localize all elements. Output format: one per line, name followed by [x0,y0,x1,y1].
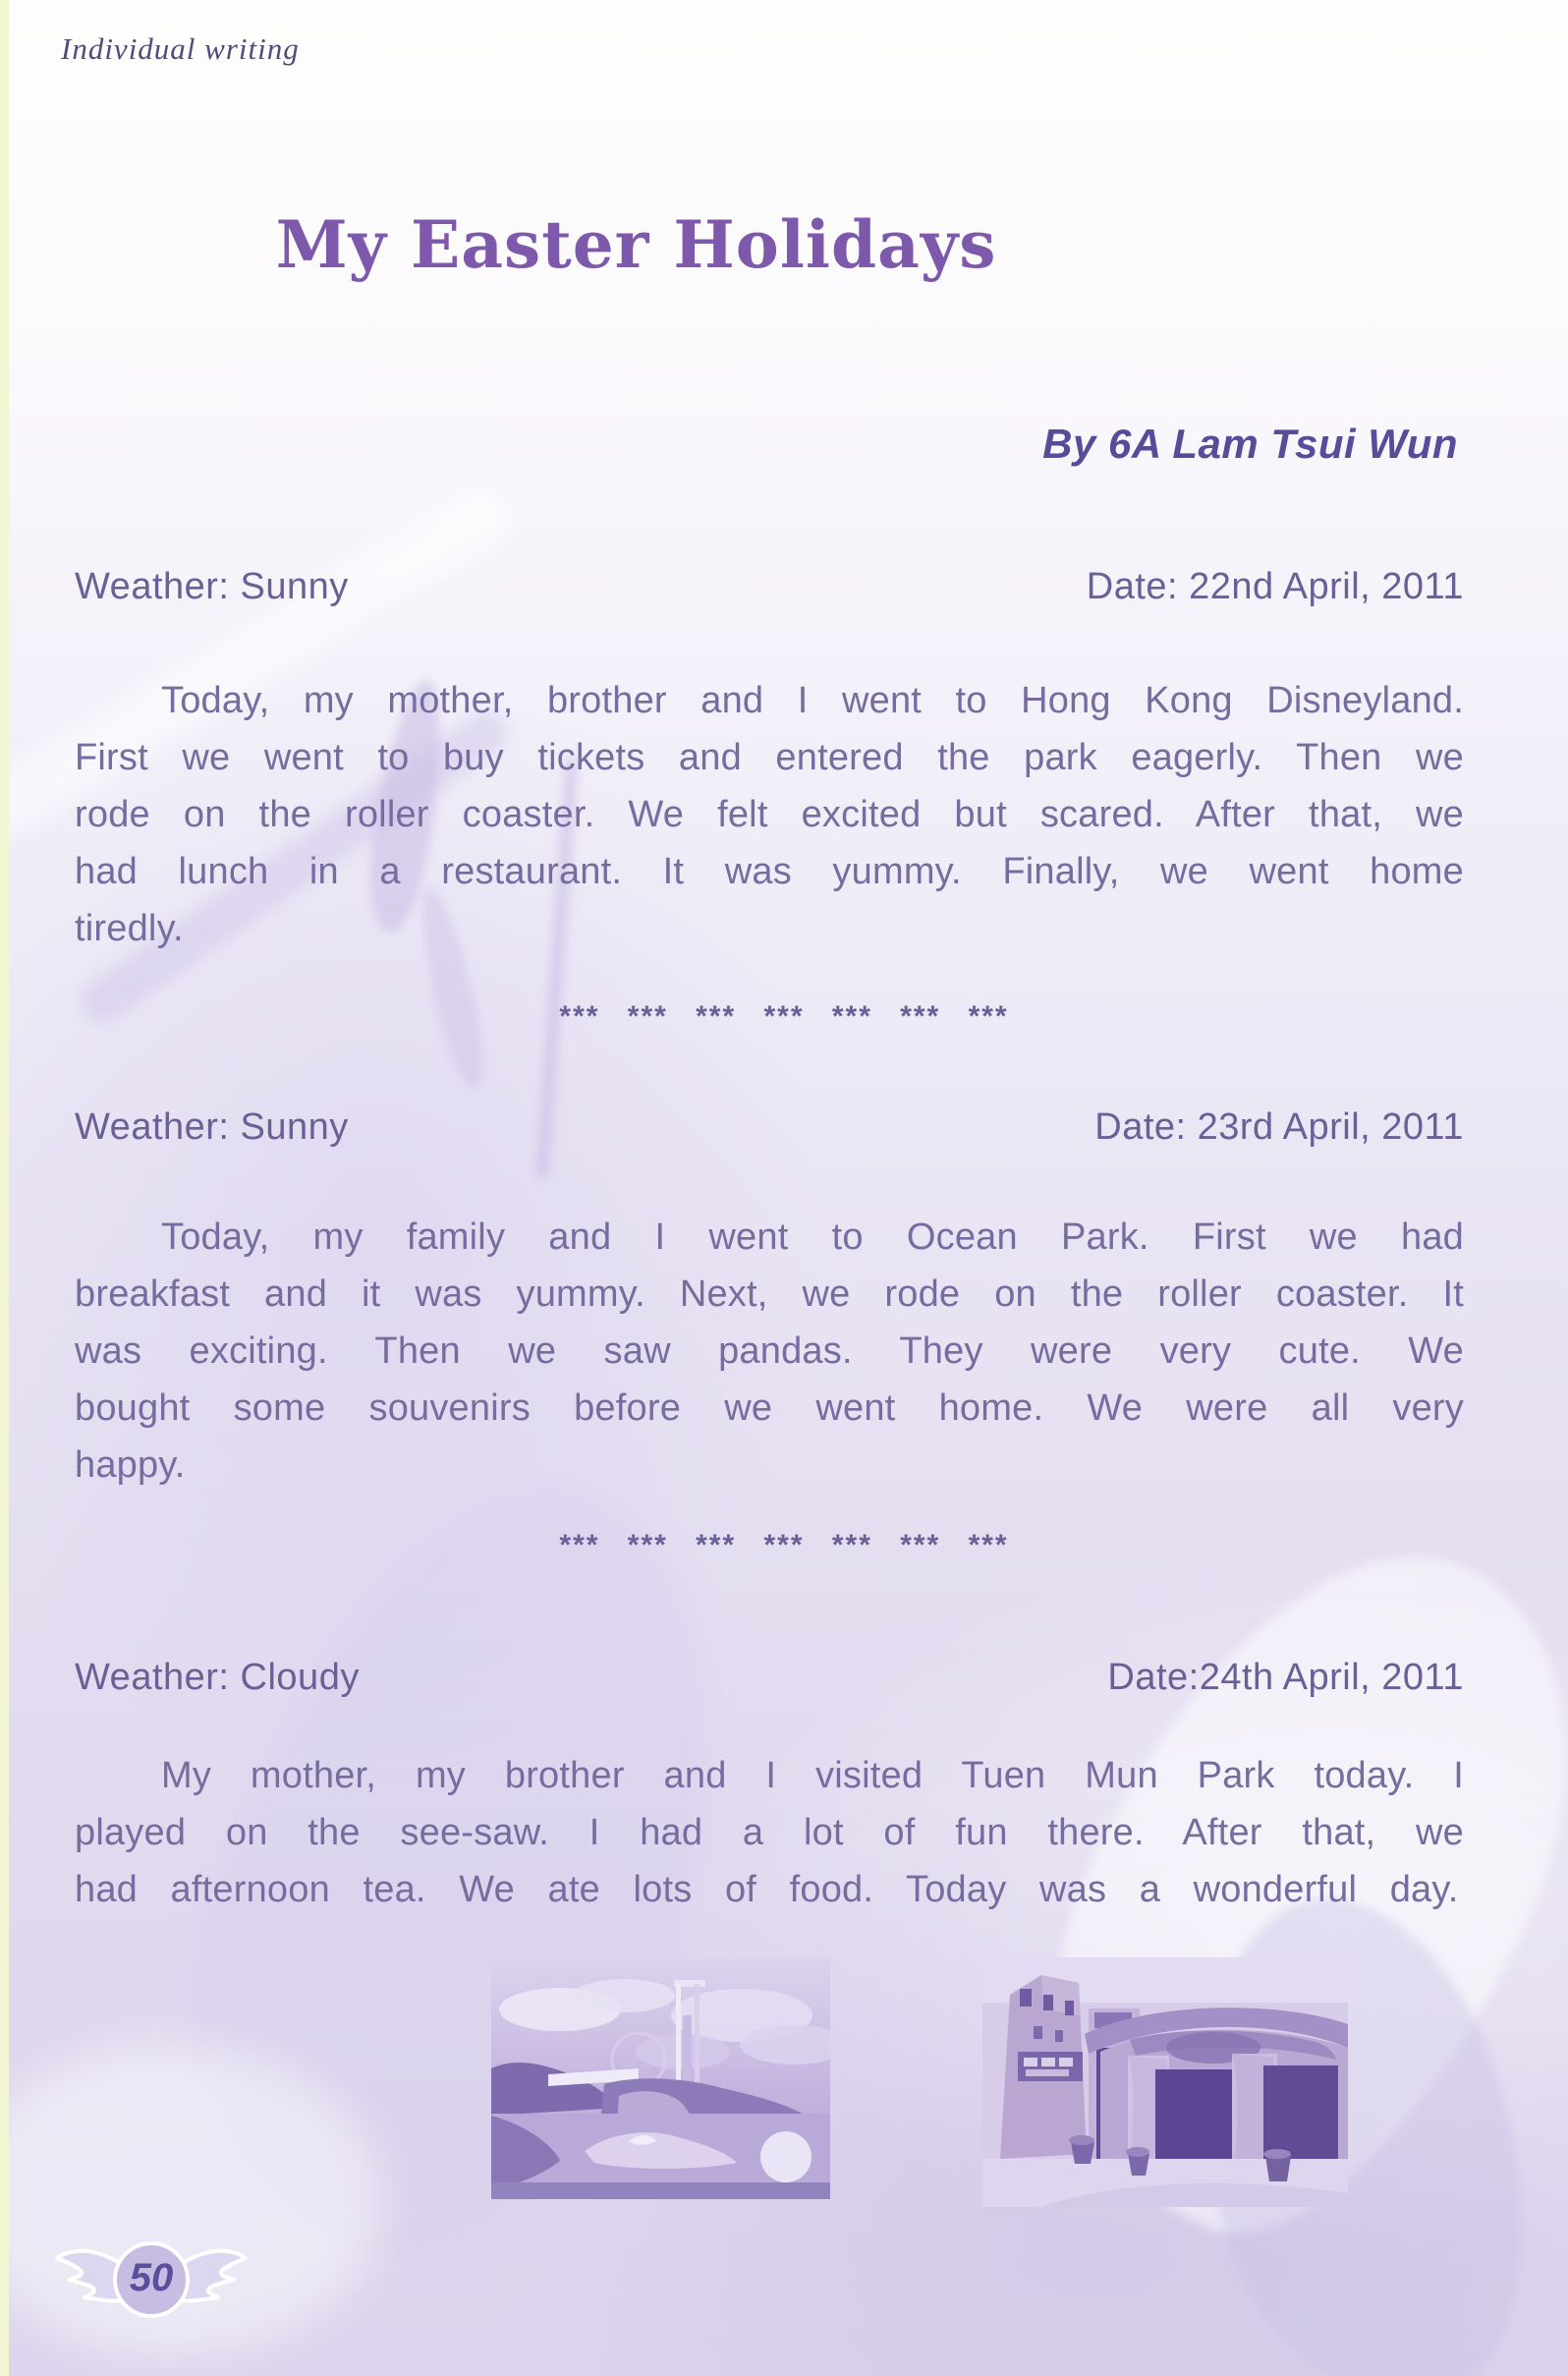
seaside-amusement-park-illustration [491,1958,830,2199]
weather-label: Weather: Sunny [75,566,349,607]
diary-paragraph: Today, my mother, brother and I went to Hong Kong Disneyland. First we went to buy tickets and entered the park eagerly. Then we rode on the roller coaster. We felt excited but scared. After that, we had lunch in a restaurant. It was yummy. Finally, we went home tiredly. [75,680,1464,949]
asterisk-separator: *** *** *** *** *** *** *** [559,1529,1009,1561]
date-label: Date:24th April, 2011 [1107,1657,1464,1698]
entry-header [75,566,1464,608]
theme-park-entrance-photo [982,1957,1348,2207]
date-label: Date: 22nd April, 2011 [1086,566,1464,607]
asterisk-separator: *** *** *** *** *** *** *** [559,1000,1009,1033]
weather-label: Weather: Sunny [75,1106,349,1148]
date-label: Date: 23rd April, 2011 [1094,1106,1464,1148]
page-number: 50 [129,2256,174,2299]
entry-header [75,1657,1464,1699]
page-title: My Easter Holidays [275,206,997,283]
page-number-badge [51,2229,252,2329]
seaside-amusement-park-photo [491,1958,830,2199]
section-label: Individual writing [61,31,300,66]
theme-park-entrance-illustration [982,1957,1348,2207]
diary-paragraph: My mother, my brother and I visited Tuen Mun Park today. I played on the see-saw. I had a lot of fun there. After that, we had afternoon tea. We ate lots of food. Today was a wonderful day. [75,1755,1464,1910]
weather-label: Weather: Cloudy [75,1657,360,1698]
byline: By 6A Lam Tsui Wun [1042,421,1458,467]
diary-paragraph: Today, my family and I went to Ocean Park. First we had breakfast and it was yummy. Next, we rode on the roller coaster. It was exciting. Then we saw pandas. They were very cute. We bought some souvenirs before we went home. We were all very happy. [75,1216,1464,1486]
entry-header [75,1106,1464,1149]
scan-edge-strip [0,0,9,2376]
